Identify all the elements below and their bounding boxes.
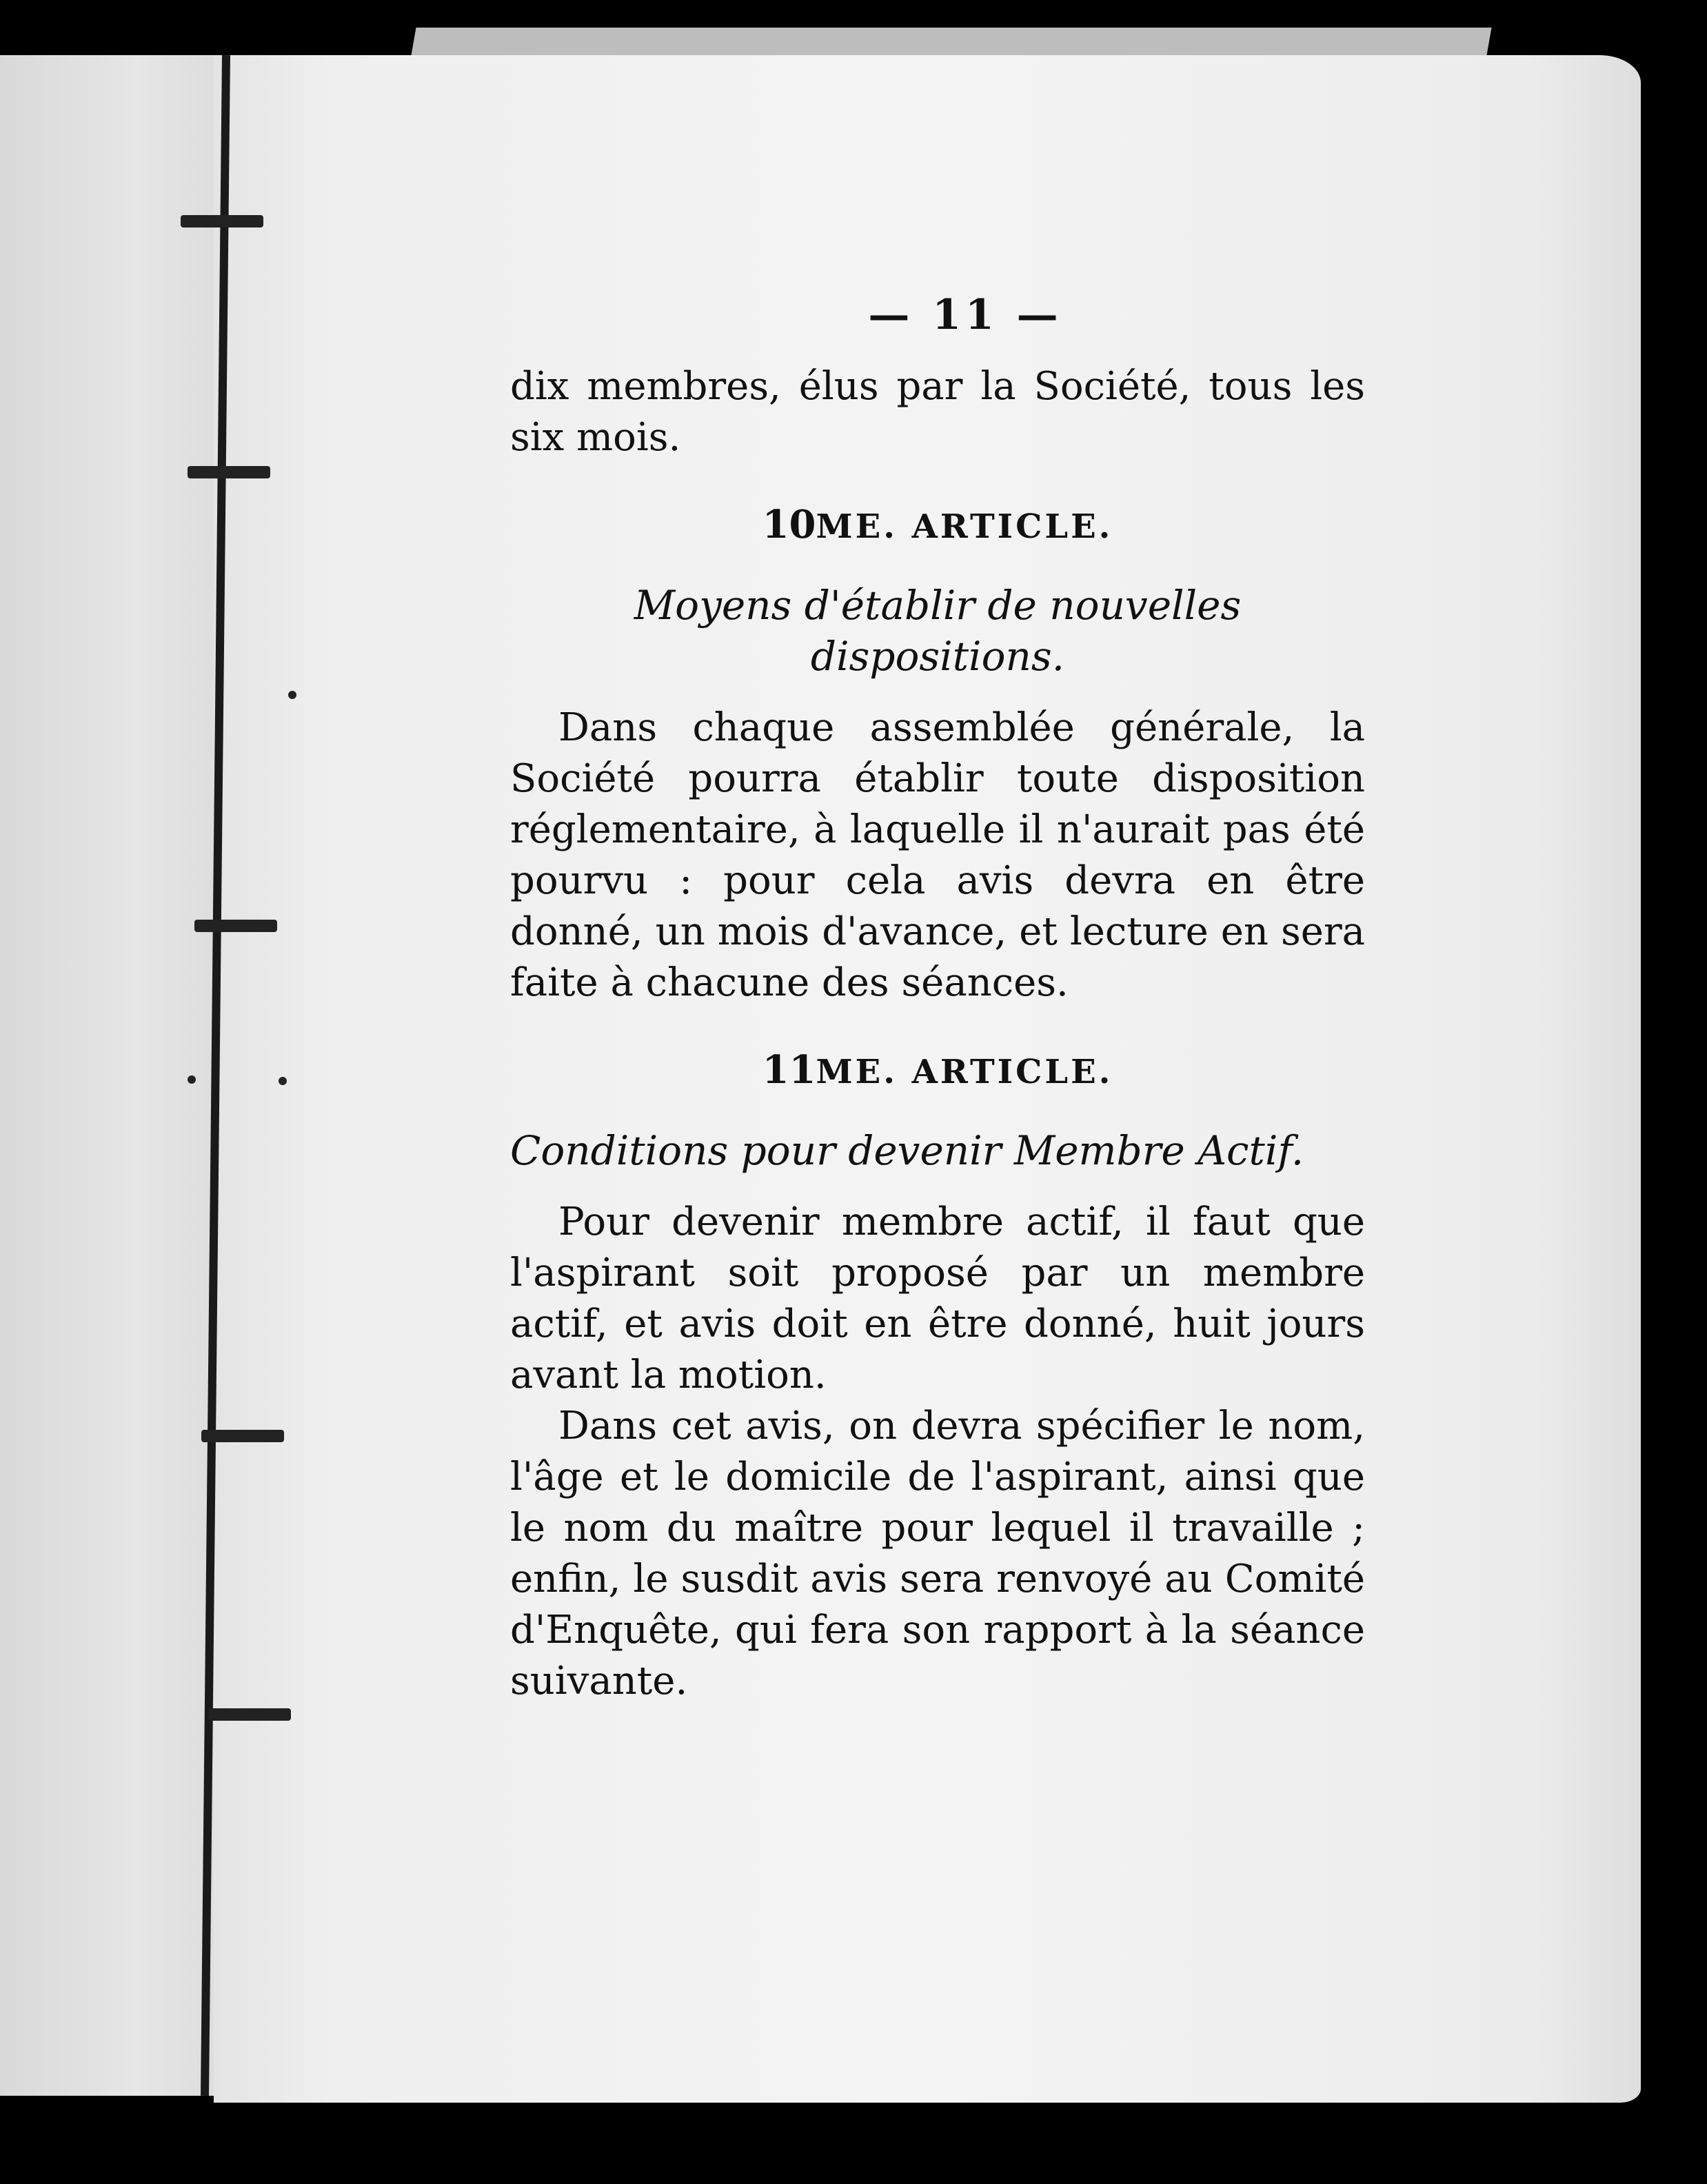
binding-stitch	[188, 466, 270, 478]
article-paragraph: Dans cet avis, on devra spécifier le nom, l'âge et le domicile de l'aspirant, ainsi que le nom du maître pour lequel il travaille ; enfin, le susdit avis sera renvoyé au Comité d'Enquête, qui fera son rapport à la séance suivante.	[510, 1404, 1365, 1703]
article-heading	[510, 1044, 1365, 1098]
binding-stitch	[181, 215, 263, 228]
binding-stitch	[208, 1708, 291, 1721]
binding-hole	[188, 1075, 196, 1084]
article-label: ME. ARTICLE.	[816, 507, 1113, 546]
article-label: ME. ARTICLE.	[816, 1053, 1113, 1091]
article-paragraph: Pour devenir membre actif, il faut que l'aspirant soit proposé par un membre actif, et avis doit en être donné, huit jours avant la motion.	[510, 1200, 1365, 1397]
article-number: 10	[762, 502, 816, 547]
binding-stitch	[201, 1430, 284, 1442]
article-heading	[510, 499, 1365, 552]
page-number: — 11 —	[868, 291, 1062, 339]
article-title: Conditions pour devenir Membre Actif.	[510, 1127, 1304, 1174]
article-title: Moyens d'établir de nouvelles dispositions.	[634, 582, 1242, 680]
page-text	[510, 290, 1365, 1707]
binding-hole	[288, 691, 296, 699]
binding-stitch	[194, 920, 277, 932]
article-paragraph: Dans chaque assemblée générale, la Société pourra établir toute disposition réglementaire, à laquelle il n'aurait pas été pourvu : pour cela avis devra en être donné, un mois d'avance, et lecture en sera faite à chacune des séances.	[510, 705, 1365, 1005]
binding-hole	[279, 1077, 287, 1085]
continuation-paragraph: dix membres, élus par la Société, tous les six mois.	[510, 364, 1365, 460]
article-number: 11	[762, 1047, 816, 1093]
page-stack-edge	[411, 28, 1491, 55]
